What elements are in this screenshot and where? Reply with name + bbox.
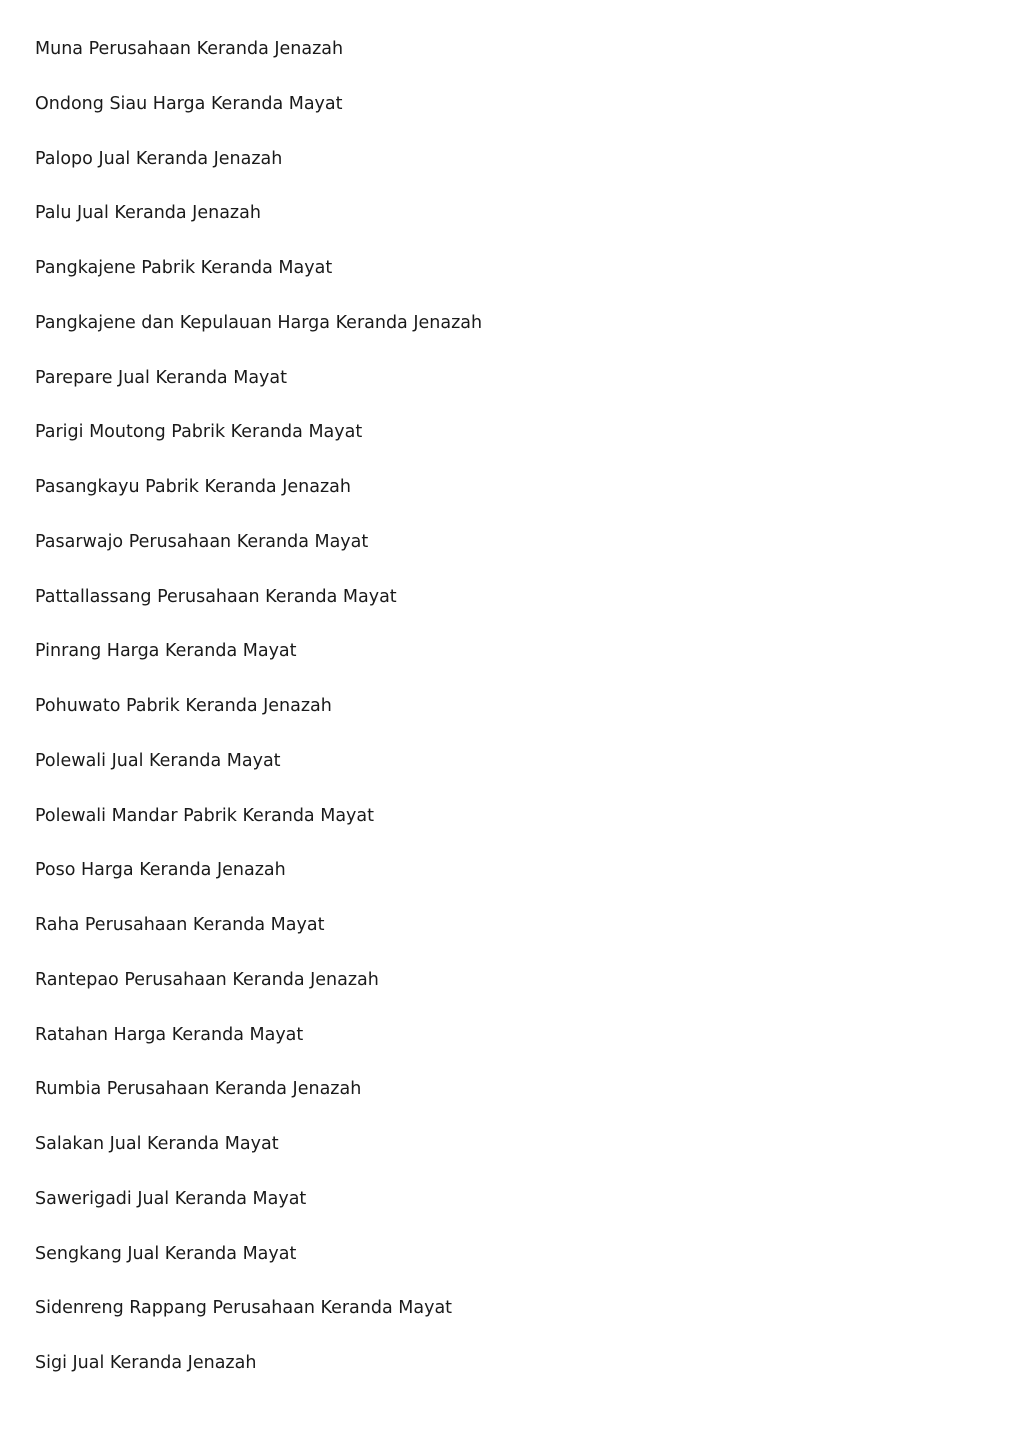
list-item: Pangkajene dan Kepulauan Harga Keranda Jenazah: [35, 312, 483, 333]
list-item: Palopo Jual Keranda Jenazah: [35, 148, 283, 169]
list-item: Pattallassang Perusahaan Keranda Mayat: [35, 586, 397, 607]
list-item: Pinrang Harga Keranda Mayat: [35, 641, 297, 662]
list-item: Polewali Mandar Pabrik Keranda Mayat: [35, 805, 374, 826]
list-item: Rantepao Perusahaan Keranda Jenazah: [35, 969, 379, 990]
list-item: Pasarwajo Perusahaan Keranda Mayat: [35, 531, 369, 552]
list-item: Polewali Jual Keranda Mayat: [35, 750, 281, 771]
list-item: Ratahan Harga Keranda Mayat: [35, 1024, 304, 1045]
list-item: Parigi Moutong Pabrik Keranda Mayat: [35, 422, 363, 443]
list-item: Sawerigadi Jual Keranda Mayat: [35, 1188, 307, 1209]
list-item: Poso Harga Keranda Jenazah: [35, 860, 286, 881]
list-item: Pasangkayu Pabrik Keranda Jenazah: [35, 477, 351, 497]
list-item: Raha Perusahaan Keranda Mayat: [35, 915, 325, 935]
list-item: Rumbia Perusahaan Keranda Jenazah: [35, 1079, 362, 1100]
list-item: Pohuwato Pabrik Keranda Jenazah: [35, 696, 332, 716]
list-item: Sidenreng Rappang Perusahaan Keranda Mayat: [35, 1298, 453, 1319]
list-item: Salakan Jual Keranda Mayat: [35, 1134, 279, 1154]
list-item: Sengkang Jual Keranda Mayat: [35, 1243, 297, 1264]
list-item: Parepare Jual Keranda Mayat: [35, 367, 287, 388]
list-item: Pangkajene Pabrik Keranda Mayat: [35, 258, 333, 278]
list-item: Palu Jual Keranda Jenazah: [35, 203, 261, 224]
list-item: Sigi Jual Keranda Jenazah: [35, 1353, 257, 1373]
location-list: [35, 36, 482, 1405]
list-item: Muna Perusahaan Keranda Jenazah: [35, 39, 344, 59]
list-item: Ondong Siau Harga Keranda Mayat: [35, 93, 343, 114]
